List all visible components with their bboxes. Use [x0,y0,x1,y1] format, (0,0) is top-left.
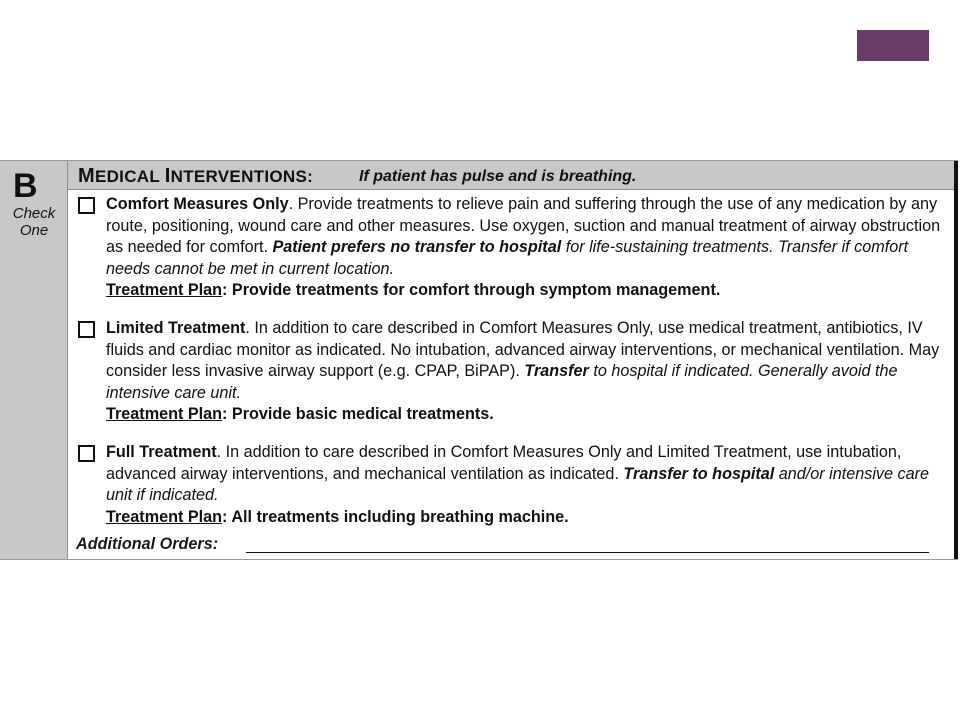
option-title: Full Treatment [106,443,217,461]
section-sidebar [0,161,68,559]
option-text: Limited Treatment. In addition to care described in Comfort Measures Only, use medical treatment, antibiotics, IV fluids and cardiac monitor as indicated. No intubation, advanced airway interventions, or mechanical ventilation. May consider less invasive airway support (e.g. CPAP, BiPAP). Transfer to hospital if indicated. Generally avoid the intensive care unit. Treatment Plan: Provide basic medical treatments. [106,318,946,426]
medical-interventions-section [0,160,958,560]
option-title: Limited Treatment [106,319,246,337]
comfort-measures-checkbox[interactable] [78,197,95,214]
treatment-plan: Treatment Plan: Provide basic medical treatments. [106,405,494,423]
treatment-plan: Treatment Plan: All treatments including breathing machine. [106,507,569,526]
check-one-label: Check One [12,205,56,239]
option-text: Full Treatment. In addition to care described in Comfort Measures Only and Limited Treatment, use intubation, advanced airway interventions, and mechanical ventilation as indicated. Transfer to hospital and/or intensive care unit if indicated. Treatment Plan: All treatments including breathing machine. [106,442,946,528]
limited-treatment-checkbox[interactable] [78,321,95,338]
additional-orders-label: Additional Orders: [76,535,219,553]
treatment-plan: Treatment Plan: Provide treatments for comfort through symptom management. [106,281,721,299]
additional-orders-field[interactable] [246,552,929,553]
additional-orders [76,535,936,557]
right-border [954,161,958,559]
section-header [68,161,954,190]
section-letter: B [13,167,38,205]
option-text: Comfort Measures Only. Provide treatments to relieve pain and suffering through the use of any medication by any route, positioning, wound care and other measures. Use oxygen, suction and manual treatment of airway obstruction as needed for comfort. Patient prefers no transfer to hospital for life-sustaining treatments. Transfer if comfort needs cannot be met in current location. Treatment Plan: Provide treatments for comfort through symptom management. [106,194,946,302]
full-treatment-checkbox[interactable] [78,445,95,462]
accent-block [857,30,929,61]
option-title: Comfort Measures Only [106,195,289,213]
section-title: MEDICAL INTERVENTIONS: [78,165,314,187]
section-subtitle: If patient has pulse and is breathing. [359,168,637,185]
